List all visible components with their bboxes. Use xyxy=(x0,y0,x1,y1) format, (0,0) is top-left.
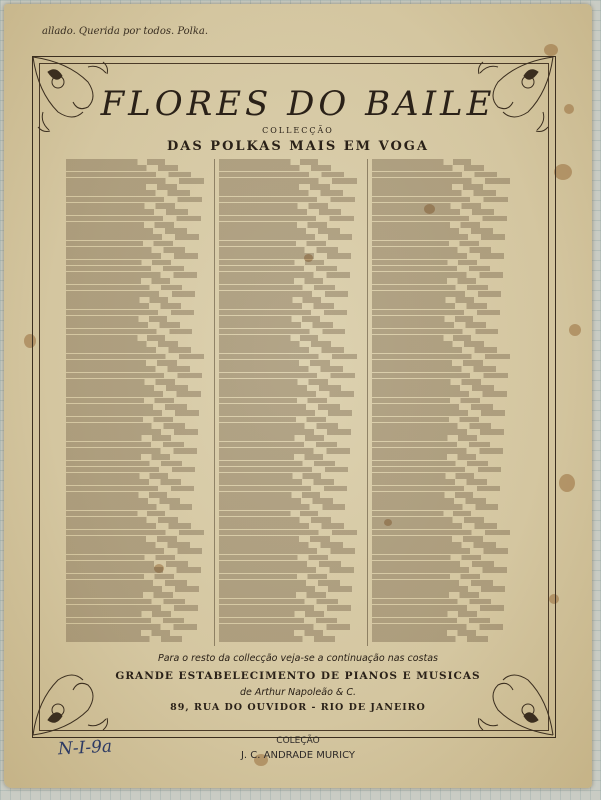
catalogue-entry-line xyxy=(372,216,507,222)
catalogue-entry-line xyxy=(66,561,188,567)
catalogue-entry-line xyxy=(66,555,175,561)
catalogue-entry-line xyxy=(66,316,167,322)
catalogue-entry-line xyxy=(372,373,508,379)
catalogue-entry-line xyxy=(219,580,340,586)
catalogue-entry-line xyxy=(66,530,204,536)
catalogue-entry-line xyxy=(66,216,201,222)
catalogue-entry-line xyxy=(66,241,173,247)
catalogue-entry-line xyxy=(219,435,324,441)
catalogue-entry-line xyxy=(372,178,510,184)
catalogue-entry-line xyxy=(372,272,503,278)
catalogue-entry-line xyxy=(66,435,171,441)
catalogue-entry-line xyxy=(219,285,335,291)
catalogue-entry-line xyxy=(219,190,343,196)
catalogue-entry-line xyxy=(66,517,178,523)
catalogue-entry-line xyxy=(219,517,331,523)
catalogue-entry-line xyxy=(219,247,338,253)
catalogue-entry-line xyxy=(66,391,201,397)
catalogue-entry-line xyxy=(219,567,354,573)
catalogue-entry-line xyxy=(372,473,474,479)
catalogue-entry-line xyxy=(372,316,473,322)
catalogue-entry-line xyxy=(372,360,483,366)
catalogue-entry-line xyxy=(219,542,343,548)
catalogue-entry-line xyxy=(219,297,321,303)
catalogue-entry-line xyxy=(372,347,497,353)
foxing-stain xyxy=(569,324,581,336)
catalogue-entry-line xyxy=(219,479,334,485)
catalogue-entry-line xyxy=(66,479,181,485)
catalogue-entry-line xyxy=(372,599,491,605)
catalogue-entry-line xyxy=(372,278,476,284)
catalogue-entry-line xyxy=(66,373,202,379)
sheet-music-cover xyxy=(4,4,592,788)
catalogue-entry-line xyxy=(219,548,355,554)
document-subtitle: DAS POLKAS MAIS EM VOGA xyxy=(167,139,429,154)
catalogue-entry-line xyxy=(66,504,192,510)
catalogue-entry-line xyxy=(372,379,481,385)
catalogue-entry-line xyxy=(372,398,480,404)
catalogue-entry-line xyxy=(372,247,491,253)
catalogue-entry-line xyxy=(372,172,497,178)
catalogue-entry-line xyxy=(66,303,181,309)
catalogue-column xyxy=(367,159,514,646)
catalogue-entry-line xyxy=(219,624,350,630)
catalogue-entry-line xyxy=(219,278,323,284)
catalogue-entry-line xyxy=(219,303,334,309)
catalogue-entry-line xyxy=(66,297,168,303)
catalogue-entry-line xyxy=(372,586,505,592)
catalogue-entry-line xyxy=(66,410,199,416)
catalogue-entry-line xyxy=(66,605,198,611)
catalogue-entry-line xyxy=(372,404,493,410)
catalogue-entry-line xyxy=(219,159,318,165)
catalogue-entry-line xyxy=(372,580,493,586)
catalogue-entry-line xyxy=(66,260,171,266)
catalogue-entry-line xyxy=(219,429,351,435)
catalogue-entry-line xyxy=(66,611,171,617)
catalogue-entry-line xyxy=(372,636,488,642)
catalogue-entry-line xyxy=(66,398,174,404)
catalogue-entry-line xyxy=(66,329,192,335)
catalogue-entry-line xyxy=(219,523,344,529)
catalogue-entry-line xyxy=(66,228,187,234)
catalogue-entry-line xyxy=(372,165,484,171)
catalogue-entry-line xyxy=(372,310,500,316)
catalogue-entry-line xyxy=(372,486,500,492)
catalogue-entry-line xyxy=(66,636,182,642)
catalogue-entry-line xyxy=(219,605,351,611)
catalogue-entry-line xyxy=(66,404,187,410)
catalogue-entry-line xyxy=(372,197,508,203)
catalogue-entry-line xyxy=(66,417,173,423)
catalogue-entry-line xyxy=(219,341,331,347)
catalogue-entry-line xyxy=(219,636,335,642)
catalogue-entry-line xyxy=(372,561,494,567)
catalogue-entry-line xyxy=(66,209,188,215)
catalogue-entry-line xyxy=(219,511,318,517)
catalogue-entry-line xyxy=(66,222,174,228)
catalogue-entry-line xyxy=(66,492,167,498)
catalogue-entry-line xyxy=(219,586,352,592)
catalogue-entry-line xyxy=(66,423,185,429)
catalogue-entry-line xyxy=(66,184,177,190)
catalogue-entry-line xyxy=(372,417,479,423)
catalogue-entry-line xyxy=(372,479,487,485)
catalogue-entry-line xyxy=(219,473,321,479)
foxing-stain xyxy=(554,164,572,180)
catalogue-entry-line xyxy=(219,316,320,322)
continuation-note: Para o resto da collecção veja-se a continuação nas costas xyxy=(158,653,438,664)
catalogue-entry-line xyxy=(66,247,185,253)
catalogue-entry-line xyxy=(219,203,328,209)
catalogue-entry-line xyxy=(66,542,190,548)
catalogue-entry-line xyxy=(372,391,507,397)
catalogue-entry-line xyxy=(66,354,204,360)
catalogue-entry-line xyxy=(372,190,496,196)
catalogue-entry-line xyxy=(372,209,494,215)
catalogue-entry-line xyxy=(219,178,357,184)
catalogue-entry-line xyxy=(372,442,490,448)
catalogue-entry-line xyxy=(219,241,326,247)
catalogue-entry-line xyxy=(372,624,503,630)
catalogue-entry-line xyxy=(372,523,497,529)
catalogue-entry-line xyxy=(372,555,481,561)
catalogue-entry-line xyxy=(219,197,355,203)
catalogue-entry-line xyxy=(66,454,170,460)
catalogue-entry-line xyxy=(372,329,498,335)
catalogue-entry-line xyxy=(372,448,503,454)
catalogue-entry-line xyxy=(372,542,496,548)
catalogue-entry-line xyxy=(219,492,320,498)
catalogue-entry-line xyxy=(372,322,486,328)
catalogue-entry-line xyxy=(66,618,184,624)
catalogue-entry-line xyxy=(219,461,335,467)
polka-catalogue-list xyxy=(66,159,514,646)
catalogue-entry-line xyxy=(219,379,328,385)
catalogue-entry-line xyxy=(66,272,197,278)
catalogue-entry-line xyxy=(66,159,165,165)
catalogue-entry-line xyxy=(219,347,344,353)
catalogue-entry-line xyxy=(372,504,498,510)
catalogue-entry-line xyxy=(219,222,327,228)
catalogue-entry-line xyxy=(66,574,174,580)
catalogue-entry-line xyxy=(219,574,327,580)
catalogue-entry-line xyxy=(66,178,204,184)
catalogue-entry-line xyxy=(219,448,350,454)
catalogue-entry-line xyxy=(219,404,340,410)
catalogue-entry-line xyxy=(66,385,188,391)
catalogue-entry-line xyxy=(372,335,471,341)
header-note: allado. Querida por todos. Polka. xyxy=(42,26,209,37)
publisher-name: GRANDE ESTABELECIMENTO DE PIANOS E MUSICAS xyxy=(115,670,481,682)
catalogue-entry-line xyxy=(66,442,184,448)
catalogue-entry-line xyxy=(219,530,357,536)
catalogue-entry-line xyxy=(66,586,199,592)
catalogue-entry-line xyxy=(372,341,484,347)
catalogue-entry-line xyxy=(66,278,170,284)
catalogue-entry-line xyxy=(219,599,338,605)
catalogue-entry-line xyxy=(66,467,195,473)
catalogue-entry-line xyxy=(66,366,190,372)
catalogue-entry-line xyxy=(372,492,473,498)
publisher-owner: de Arthur Napoleão & C. xyxy=(240,687,356,698)
catalogue-entry-line xyxy=(219,498,333,504)
catalogue-entry-line xyxy=(66,341,178,347)
catalogue-column xyxy=(214,159,361,646)
catalogue-entry-line xyxy=(66,511,165,517)
catalogue-entry-line xyxy=(372,536,483,542)
catalogue-entry-line xyxy=(219,234,352,240)
catalogue-entry-line xyxy=(372,234,505,240)
catalogue-entry-line xyxy=(372,435,477,441)
catalogue-entry-line xyxy=(66,172,191,178)
handwritten-catalogue-mark: N-I-9a xyxy=(57,736,113,760)
catalogue-entry-line xyxy=(219,423,338,429)
catalogue-entry-line xyxy=(372,461,488,467)
catalogue-entry-line xyxy=(66,253,198,259)
catalogue-entry-line xyxy=(219,385,341,391)
catalogue-entry-line xyxy=(66,360,177,366)
catalogue-entry-line xyxy=(66,310,194,316)
catalogue-entry-line xyxy=(372,253,504,259)
catalogue-entry-line xyxy=(66,523,191,529)
catalogue-entry-line xyxy=(372,498,486,504)
catalogue-entry-line xyxy=(372,297,474,303)
catalogue-entry-line xyxy=(219,184,330,190)
catalogue-entry-line xyxy=(372,228,493,234)
catalogue-entry-line xyxy=(219,272,350,278)
catalogue-entry-line xyxy=(66,461,182,467)
catalogue-entry-line xyxy=(219,417,326,423)
catalogue-entry-line xyxy=(219,228,340,234)
catalogue-entry-line xyxy=(219,410,352,416)
catalogue-entry-line xyxy=(66,592,173,598)
catalogue-entry-line xyxy=(372,567,507,573)
catalogue-entry-line xyxy=(66,322,180,328)
catalogue-entry-line xyxy=(372,611,477,617)
catalogue-entry-line xyxy=(219,630,323,636)
catalogue-entry-line xyxy=(66,498,180,504)
catalogue-entry-line xyxy=(66,234,199,240)
catalogue-entry-line xyxy=(66,291,195,297)
catalogue-entry-line xyxy=(372,410,505,416)
catalogue-entry-line xyxy=(219,536,330,542)
catalogue-entry-line xyxy=(66,197,202,203)
catalogue-entry-line xyxy=(219,391,354,397)
catalogue-entry-line xyxy=(66,448,197,454)
catalogue-entry-line xyxy=(66,379,175,385)
catalogue-entry-line xyxy=(219,209,341,215)
catalogue-entry-line xyxy=(372,159,471,165)
catalogue-entry-line xyxy=(372,303,487,309)
catalogue-entry-line xyxy=(372,266,490,272)
catalogue-entry-line xyxy=(219,504,345,510)
catalogue-column xyxy=(66,159,208,646)
catalogue-entry-line xyxy=(66,599,185,605)
catalogue-entry-line xyxy=(372,203,481,209)
catalogue-entry-line xyxy=(372,291,501,297)
catalogue-entry-line xyxy=(372,592,479,598)
catalogue-entry-line xyxy=(66,630,170,636)
catalogue-entry-line xyxy=(372,605,504,611)
catalogue-entry-line xyxy=(219,322,333,328)
catalogue-entry-line xyxy=(219,329,345,335)
catalogue-entry-line xyxy=(219,618,337,624)
catalogue-entry-line xyxy=(219,373,355,379)
catalogue-entry-line xyxy=(372,184,483,190)
catalogue-entry-line xyxy=(219,310,347,316)
catalogue-entry-line xyxy=(372,222,480,228)
catalogue-entry-line xyxy=(372,366,496,372)
catalogue-entry-line xyxy=(372,618,490,624)
catalogue-entry-line xyxy=(219,360,330,366)
catalogue-entry-line xyxy=(219,260,324,266)
catalogue-entry-line xyxy=(66,548,202,554)
catalogue-entry-line xyxy=(219,165,331,171)
catalogue-entry-line xyxy=(219,335,318,341)
catalogue-entry-line xyxy=(66,165,178,171)
catalogue-entry-line xyxy=(219,354,357,360)
catalogue-entry-line xyxy=(219,366,343,372)
catalogue-entry-line xyxy=(372,630,476,636)
catalogue-entry-line xyxy=(219,442,337,448)
catalogue-entry-line xyxy=(219,172,344,178)
catalogue-entry-line xyxy=(66,285,182,291)
catalogue-entry-line xyxy=(66,266,184,272)
catalogue-entry-line xyxy=(66,203,175,209)
catalogue-entry-line xyxy=(372,517,484,523)
catalogue-entry-line xyxy=(219,398,327,404)
catalogue-entry-line xyxy=(372,423,491,429)
catalogue-entry-line xyxy=(372,285,488,291)
publisher-address: 89, RUA DO OUVIDOR - RIO DE JANEIRO xyxy=(170,702,426,713)
catalogue-entry-line xyxy=(219,486,347,492)
catalogue-entry-line xyxy=(372,574,480,580)
catalogue-entry-line xyxy=(372,354,510,360)
catalogue-entry-line xyxy=(372,454,476,460)
catalogue-entry-line xyxy=(219,454,323,460)
catalogue-entry-line xyxy=(66,536,177,542)
catalogue-entry-line xyxy=(66,473,168,479)
catalogue-entry-line xyxy=(66,429,198,435)
catalogue-entry-line xyxy=(372,260,477,266)
catalogue-entry-line xyxy=(219,592,326,598)
collection-stamp-line2: J. C. ANDRADE MURICY xyxy=(240,750,355,761)
catalogue-entry-line xyxy=(66,335,165,341)
catalogue-entry-line xyxy=(219,253,351,259)
catalogue-entry-line xyxy=(372,530,510,536)
catalogue-entry-line xyxy=(219,216,354,222)
document-title: FLORES DO BAILE xyxy=(100,84,496,124)
foxing-stain xyxy=(559,474,575,492)
catalogue-entry-line xyxy=(66,580,187,586)
catalogue-entry-line xyxy=(219,266,337,272)
catalogue-entry-line xyxy=(219,467,348,473)
catalogue-entry-line xyxy=(219,291,348,297)
catalogue-entry-line xyxy=(66,347,191,353)
catalogue-entry-line xyxy=(372,548,508,554)
catalogue-entry-line xyxy=(66,190,190,196)
catalogue-entry-line xyxy=(372,429,504,435)
catalogue-entry-line xyxy=(219,555,328,561)
catalogue-entry-line xyxy=(66,567,201,573)
catalogue-entry-line xyxy=(66,486,194,492)
catalogue-entry-line xyxy=(372,385,494,391)
catalogue-entry-line xyxy=(66,624,197,630)
collection-label: COLLECÇÃO xyxy=(262,126,334,135)
catalogue-entry-line xyxy=(372,241,479,247)
collection-stamp-line1: COLEÇÃO xyxy=(276,736,320,746)
catalogue-entry-line xyxy=(372,467,501,473)
catalogue-entry-line xyxy=(219,561,341,567)
catalogue-entry-line xyxy=(219,611,324,617)
catalogue-entry-line xyxy=(372,511,471,517)
